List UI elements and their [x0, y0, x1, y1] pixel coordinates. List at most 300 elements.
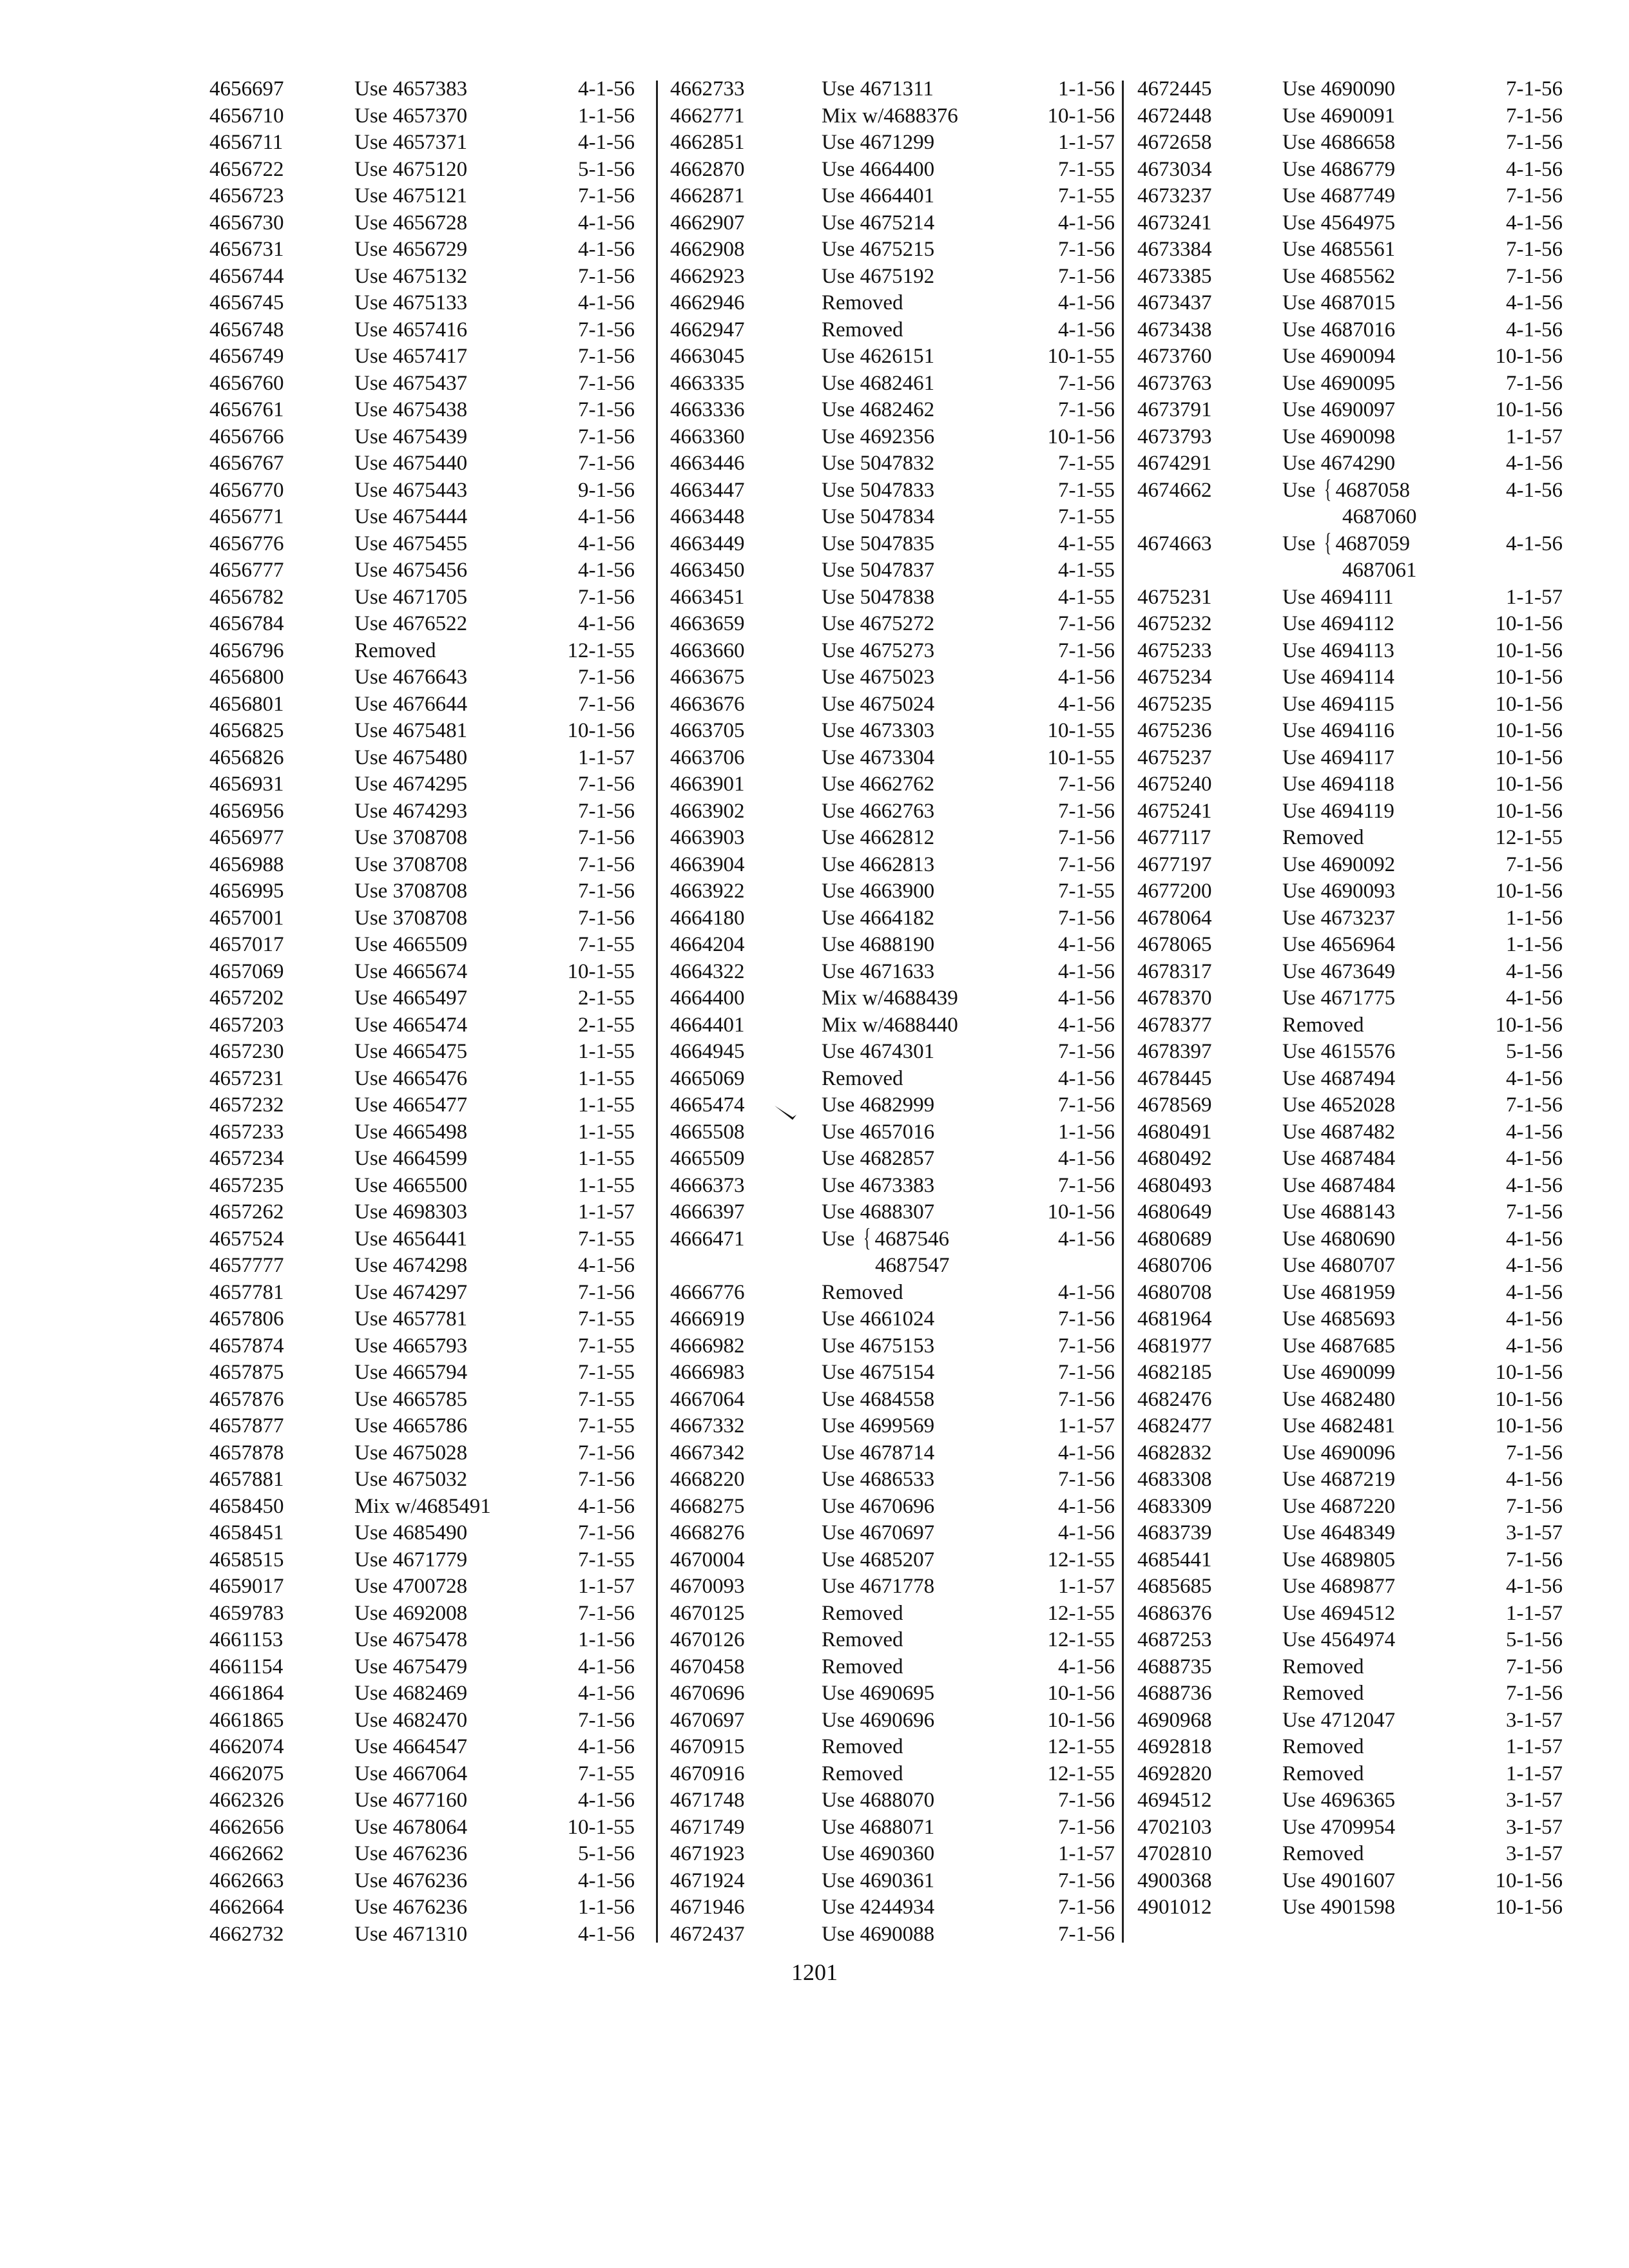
- table-row-continuation: [1137, 504, 1563, 531]
- replacement-action: [822, 450, 934, 477]
- table-row: [1137, 1841, 1563, 1868]
- replacement-action: [1282, 1360, 1395, 1387]
- catalog-number: 4661865: [209, 1708, 284, 1732]
- action-text: Use 4694111: [1282, 585, 1394, 609]
- action-text: Use 4675214: [822, 211, 935, 235]
- replacement-action: [1282, 905, 1395, 932]
- action-text: Removed: [1282, 1655, 1364, 1678]
- catalog-number: 4678397: [1137, 1040, 1212, 1063]
- catalog-number: 4673385: [1137, 264, 1212, 288]
- effective-date: 7-1-56: [1058, 264, 1115, 288]
- table-row: [1137, 638, 1563, 665]
- table-row: [209, 1226, 635, 1253]
- effective-date: 1-1-57: [578, 1200, 635, 1224]
- effective-date: 1-1-56: [578, 104, 635, 128]
- catalog-number: 4665474: [670, 1093, 745, 1117]
- effective-date: 7-1-56: [578, 773, 635, 796]
- action-text: Use 4665794: [354, 1361, 468, 1384]
- table-row: [209, 745, 635, 772]
- effective-date: 10-1-56: [1047, 104, 1115, 128]
- effective-date: 7-1-56: [1058, 1789, 1115, 1812]
- effective-date: 4-1-56: [1506, 291, 1563, 314]
- effective-date: 10-1-56: [1047, 1708, 1115, 1732]
- effective-date: 12-1-55: [1047, 1628, 1115, 1651]
- replacement-action: [354, 264, 467, 291]
- replacement-action: [822, 1734, 903, 1761]
- action-text: Use 4687749: [1282, 184, 1396, 207]
- replacement-action: [354, 1600, 467, 1628]
- table-row: [209, 1199, 635, 1226]
- table-row: [209, 905, 635, 932]
- table-row: [1137, 718, 1563, 745]
- action-text: Use 4688071: [822, 1815, 935, 1839]
- replacement-action: [1282, 1654, 1364, 1681]
- table-row: [1137, 771, 1563, 798]
- table-row: [1137, 1894, 1563, 1921]
- table-row: [1137, 157, 1563, 184]
- table-row-continuation: [670, 1253, 1115, 1280]
- catalog-number: 4656745: [209, 291, 284, 314]
- table-row: [1137, 1360, 1563, 1387]
- action-text: Use 4687016: [1282, 318, 1396, 341]
- catalog-number: 4656767: [209, 452, 284, 475]
- table-row: [1137, 474, 1563, 505]
- table-row: [1137, 1654, 1563, 1681]
- catalog-number: 4661153: [209, 1628, 284, 1651]
- catalog-number: 4657235: [209, 1173, 284, 1197]
- table-row: [209, 1547, 635, 1574]
- table-row: [209, 1146, 635, 1173]
- catalog-number: 4675232: [1137, 612, 1212, 635]
- catalog-number: 4681977: [1137, 1334, 1212, 1358]
- action-text: Use 4677160: [354, 1789, 468, 1812]
- table-row: [1137, 317, 1563, 344]
- catalog-number: 4663449: [670, 532, 745, 555]
- catalog-number: 4670004: [670, 1548, 745, 1571]
- table-row: [209, 985, 635, 1012]
- replacement-action: [354, 1413, 467, 1440]
- effective-date: 7-1-56: [578, 1441, 635, 1465]
- replacement-action: [354, 1360, 467, 1387]
- effective-date: 7-1-56: [1058, 398, 1115, 421]
- effective-date: 7-1-56: [578, 879, 635, 903]
- table-row: [670, 1787, 1115, 1814]
- replacement-action: [354, 1547, 467, 1574]
- effective-date: 10-1-55: [567, 959, 635, 983]
- replacement-action: [822, 103, 958, 130]
- action-text: Use 4675273: [822, 639, 935, 662]
- table-row: [1137, 1707, 1563, 1735]
- table-row: [670, 1360, 1115, 1387]
- table-row: [209, 1814, 635, 1841]
- table-row: [209, 1600, 635, 1628]
- catalog-number: 4683739: [1137, 1521, 1212, 1544]
- effective-date: 10-1-56: [1047, 1200, 1115, 1224]
- catalog-number: 4656800: [209, 666, 284, 689]
- effective-date: 4-1-55: [1058, 585, 1115, 609]
- effective-date: 4-1-56: [1058, 1280, 1115, 1304]
- action-text: Mix w/4688439: [822, 986, 958, 1010]
- table-row: [209, 183, 635, 210]
- action-text: Use 4682999: [822, 1093, 935, 1117]
- catalog-number: 4656956: [209, 799, 284, 823]
- effective-date: 4-1-56: [1506, 1227, 1563, 1251]
- table-row: [670, 798, 1115, 825]
- catalog-number: 4663448: [670, 505, 745, 528]
- action-text: Use 4657781: [354, 1307, 468, 1331]
- table-row: [1137, 825, 1563, 852]
- replacement-action: [354, 1146, 467, 1173]
- table-row: [670, 236, 1115, 264]
- effective-date: 7-1-56: [578, 425, 635, 448]
- effective-date: 4-1-56: [1506, 452, 1563, 475]
- effective-date: 7-1-56: [578, 371, 635, 395]
- effective-date: 1-1-57: [1058, 131, 1115, 154]
- replacement-action: [822, 638, 934, 665]
- action-text: Use 5047837: [822, 559, 935, 582]
- effective-date: 4-1-56: [1058, 318, 1115, 341]
- replacement-action: [822, 1600, 903, 1628]
- table-row: [670, 130, 1115, 157]
- table-row: [670, 1413, 1115, 1440]
- action-text: Use 4656964: [1282, 933, 1396, 956]
- catalog-number: 4673793: [1137, 425, 1212, 448]
- replacement-action: [822, 1173, 934, 1200]
- action-text: Use 4685207: [822, 1548, 935, 1571]
- replacement-action: [354, 1092, 467, 1119]
- catalog-number: 4678569: [1137, 1093, 1212, 1117]
- table-row: [209, 1387, 635, 1414]
- replacement-action: [354, 852, 467, 879]
- table-row: [209, 370, 635, 398]
- action-text: Removed: [1282, 1735, 1364, 1758]
- action-text: Use 4671311: [822, 77, 934, 101]
- effective-date: 7-1-56: [1058, 906, 1115, 930]
- replacement-action: [354, 210, 467, 237]
- table-row-continuation: [1137, 557, 1563, 584]
- action-text: Use 4688143: [1282, 1200, 1396, 1224]
- table-row: [1137, 1146, 1563, 1173]
- effective-date: 10-1-56: [1495, 719, 1563, 742]
- effective-date: 1-1-55: [578, 1040, 635, 1063]
- catalog-number: 4656711: [209, 131, 284, 154]
- catalog-number: 4672445: [1137, 77, 1212, 101]
- replacement-action: [354, 1253, 467, 1280]
- catalog-number: 4662733: [670, 77, 745, 101]
- replacement-action: [354, 959, 467, 986]
- table-row: [209, 664, 635, 691]
- action-text: Use 3708708: [354, 906, 468, 930]
- action-text: Use 4690695: [822, 1682, 935, 1705]
- effective-date: 12-1-55: [1047, 1548, 1115, 1571]
- catalog-number: 4686376: [1137, 1601, 1212, 1625]
- effective-date: 7-1-56: [578, 452, 635, 475]
- catalog-number: 4678370: [1137, 986, 1212, 1010]
- table-row: [1137, 1627, 1563, 1654]
- action-text: Use 4696365: [1282, 1789, 1396, 1812]
- effective-date: 3-1-57: [1506, 1708, 1563, 1732]
- action-text: Use 4664547: [354, 1735, 468, 1758]
- table-row: [1137, 183, 1563, 210]
- replacement-action: [1282, 1520, 1395, 1547]
- action-text: Use 4688190: [822, 933, 935, 956]
- action-text: Use 4662812: [822, 826, 935, 849]
- table-row: [670, 557, 1115, 584]
- effective-date: 7-1-56: [1506, 1200, 1563, 1224]
- effective-date: 4-1-56: [578, 1869, 635, 1892]
- catalog-number: 4656777: [209, 559, 284, 582]
- replacement-action: [1282, 985, 1395, 1012]
- table-row: [670, 1173, 1115, 1200]
- catalog-number: 4657001: [209, 906, 284, 930]
- catalog-number: 4900368: [1137, 1869, 1212, 1892]
- action-text: Use 4671310: [354, 1922, 468, 1946]
- effective-date: 4-1-56: [578, 1682, 635, 1705]
- action-text: Use 4657016: [822, 1120, 935, 1144]
- table-row: [670, 1387, 1115, 1414]
- action-text: Use 4665497: [354, 986, 468, 1010]
- action-text: Removed: [822, 1280, 903, 1304]
- action-text: Use 4682469: [354, 1682, 468, 1705]
- effective-date: 4-1-56: [578, 238, 635, 261]
- action-text: Use 4694112: [1282, 612, 1394, 635]
- table-row: [670, 531, 1115, 558]
- table-row: [1137, 1466, 1563, 1494]
- effective-date: 7-1-56: [578, 666, 635, 689]
- table-row: [209, 290, 635, 317]
- effective-date: 10-1-55: [567, 1815, 635, 1839]
- catalog-number: 4680706: [1137, 1254, 1212, 1277]
- action-text: Use 4688307: [822, 1200, 935, 1224]
- table-row: [670, 1520, 1115, 1547]
- catalog-number: 4673241: [1137, 211, 1212, 235]
- replacement-action: [354, 424, 467, 451]
- action-text: Use 4675438: [354, 398, 468, 421]
- effective-date: 7-1-56: [578, 1521, 635, 1544]
- replacement-action: [354, 1787, 467, 1814]
- table-row: [209, 718, 635, 745]
- replacement-action: [1282, 1039, 1395, 1066]
- effective-date: 10-1-56: [1495, 1361, 1563, 1384]
- table-row: [670, 638, 1115, 665]
- effective-date: 1-1-55: [578, 1066, 635, 1090]
- table-row: [1137, 103, 1563, 130]
- effective-date: 4-1-55: [1058, 559, 1115, 582]
- effective-date: 7-1-55: [578, 1762, 635, 1785]
- replacement-action: [354, 1440, 467, 1467]
- catalog-number: 4702810: [1137, 1842, 1212, 1865]
- table-row: [670, 985, 1115, 1012]
- effective-date: 7-1-56: [1506, 77, 1563, 101]
- catalog-number: 4694512: [1137, 1789, 1212, 1812]
- table-row: [1137, 852, 1563, 879]
- action-text: Use 4675439: [354, 425, 468, 448]
- table-row: [1137, 290, 1563, 317]
- action-text: Use: [822, 1227, 855, 1251]
- replacement-action: [822, 1333, 934, 1360]
- action-text: Use: [1282, 478, 1316, 502]
- replacement-action: [1282, 1387, 1395, 1414]
- effective-date: 7-1-56: [1058, 1869, 1115, 1892]
- table-row: [1137, 611, 1563, 638]
- effective-date: 4-1-56: [1506, 318, 1563, 341]
- replacement-action: [822, 130, 934, 157]
- replacement-action: [822, 343, 934, 370]
- table-row: [1137, 130, 1563, 157]
- action-text: Use 4694114: [1282, 666, 1394, 689]
- replacement-action: [1282, 1253, 1395, 1280]
- replacement-action: [822, 718, 934, 745]
- action-text: Use 4686533: [822, 1468, 935, 1491]
- catalog-number: 4670697: [670, 1708, 745, 1732]
- replacement-action: [1282, 1494, 1395, 1521]
- replacement-action: [1282, 370, 1395, 398]
- catalog-number: 4671924: [670, 1869, 745, 1892]
- catalog-number: 4666397: [670, 1200, 745, 1224]
- action-text: Removed: [1282, 1013, 1364, 1037]
- table-row: [1137, 1494, 1563, 1521]
- catalog-number: 4675241: [1137, 799, 1212, 823]
- page-number: 1201: [791, 1959, 838, 1985]
- catalog-number: 4656931: [209, 773, 284, 796]
- effective-date: 7-1-56: [578, 1468, 635, 1491]
- table-row: [1137, 959, 1563, 986]
- action-text: Removed: [822, 1601, 903, 1625]
- effective-date: 7-1-56: [1058, 1093, 1115, 1117]
- action-text: Use 4687484: [1282, 1173, 1396, 1197]
- action-text: Use 4656441: [354, 1227, 468, 1251]
- replacement-action: [354, 450, 467, 477]
- table-row: [209, 1573, 635, 1600]
- effective-date: 1-1-57: [1058, 1575, 1115, 1598]
- action-text: Use 4665500: [354, 1173, 468, 1197]
- replacement-action: [822, 1012, 958, 1039]
- table-row: [670, 664, 1115, 691]
- action-text: Use 4667064: [354, 1762, 468, 1785]
- table-row: [209, 638, 635, 665]
- effective-date: 4-1-56: [1506, 1147, 1563, 1170]
- effective-date: 7-1-56: [1506, 238, 1563, 261]
- catalog-number: 4675237: [1137, 745, 1212, 769]
- action-text: Use 4675440: [354, 452, 468, 475]
- action-text: Use 4682470: [354, 1708, 468, 1732]
- column-2: [670, 76, 1115, 1948]
- replacement-action: [354, 557, 467, 584]
- replacement-action: [822, 1119, 934, 1146]
- catalog-number: 4656771: [209, 505, 284, 528]
- replacement-action: [354, 1387, 467, 1414]
- replacement-action: [822, 1707, 934, 1735]
- action-text: Use 4671775: [1282, 986, 1396, 1010]
- catalog-number: 4688735: [1137, 1655, 1212, 1678]
- table-row: [670, 1841, 1115, 1868]
- action-text: Use 4675154: [822, 1361, 935, 1384]
- action-text: Removed: [822, 1762, 903, 1785]
- action-text: Use 4675478: [354, 1628, 468, 1651]
- catalog-number: 4675235: [1137, 692, 1212, 716]
- replacement-action: [822, 76, 934, 103]
- action-text: Use 4675444: [354, 505, 468, 528]
- column-3: [1137, 76, 1563, 1921]
- action-text: Use 4673303: [822, 719, 935, 742]
- table-row: [209, 852, 635, 879]
- action-text: Use 4675192: [822, 264, 935, 288]
- table-row: [209, 397, 635, 424]
- effective-date: 7-1-55: [1058, 478, 1115, 502]
- table-row: [670, 611, 1115, 638]
- effective-date: 12-1-55: [1495, 826, 1563, 849]
- catalog-number: 4680649: [1137, 1200, 1212, 1224]
- replacement-action: [354, 1921, 467, 1948]
- replacement-action: [354, 343, 467, 370]
- replacement-action: [1282, 718, 1394, 745]
- catalog-number: 4683309: [1137, 1494, 1212, 1518]
- table-row: [670, 76, 1115, 103]
- catalog-number: 4668276: [670, 1521, 745, 1544]
- table-row: [209, 103, 635, 130]
- table-row: [209, 771, 635, 798]
- catalog-number: 4673384: [1137, 238, 1212, 261]
- effective-date: 7-1-56: [1058, 1173, 1115, 1197]
- catalog-number: 4662664: [209, 1896, 284, 1919]
- replacement-action: [822, 611, 934, 638]
- action-text: Use 4690098: [1282, 425, 1396, 448]
- table-row: [670, 1146, 1115, 1173]
- catalog-number: 4656761: [209, 398, 284, 421]
- action-text: Use 5047835: [822, 532, 935, 555]
- action-text: Use 4689877: [1282, 1575, 1396, 1598]
- catalog-number: 4675233: [1137, 639, 1212, 662]
- catalog-number: 4671923: [670, 1842, 745, 1865]
- table-row: [670, 1573, 1115, 1600]
- action-text: Use 4685693: [1282, 1307, 1396, 1331]
- table-row: [1137, 76, 1563, 103]
- catalog-number: 4657203: [209, 1013, 284, 1037]
- action-text: Use 4665793: [354, 1334, 468, 1358]
- action-text: Use 4685561: [1282, 238, 1396, 261]
- effective-date: 4-1-56: [1058, 1013, 1115, 1037]
- table-row: [1137, 1333, 1563, 1360]
- effective-date: 1-1-56: [1506, 933, 1563, 956]
- effective-date: 4-1-56: [1058, 666, 1115, 689]
- table-row: [1137, 1520, 1563, 1547]
- table-row: [1137, 1306, 1563, 1333]
- catalog-number: 4663902: [670, 799, 745, 823]
- catalog-number: 4663450: [670, 559, 745, 582]
- replacement-action: [1282, 1868, 1395, 1895]
- replacement-action: [1282, 397, 1395, 424]
- action-text: Use 4675456: [354, 559, 468, 582]
- action-text: Removed: [822, 318, 903, 341]
- effective-date: 7-1-56: [578, 184, 635, 207]
- catalog-number: 4666919: [670, 1307, 745, 1331]
- effective-date: 4-1-56: [1506, 1575, 1563, 1598]
- catalog-number: 4657877: [209, 1414, 284, 1437]
- replacement-action: [822, 932, 934, 959]
- action-text: Use 4690097: [1282, 398, 1396, 421]
- replacement-action: [822, 959, 934, 986]
- catalog-number: 4657262: [209, 1200, 284, 1224]
- catalog-number: 4671748: [670, 1789, 745, 1812]
- table-row: [670, 1654, 1115, 1681]
- replacement-action: [354, 1680, 467, 1707]
- catalog-number: 4670093: [670, 1575, 745, 1598]
- replacement-action: [354, 1814, 467, 1841]
- replacement-action: [822, 1146, 934, 1173]
- replacement-action: [1282, 236, 1395, 264]
- replacement-action: [1282, 1787, 1395, 1814]
- table-row: [209, 343, 635, 370]
